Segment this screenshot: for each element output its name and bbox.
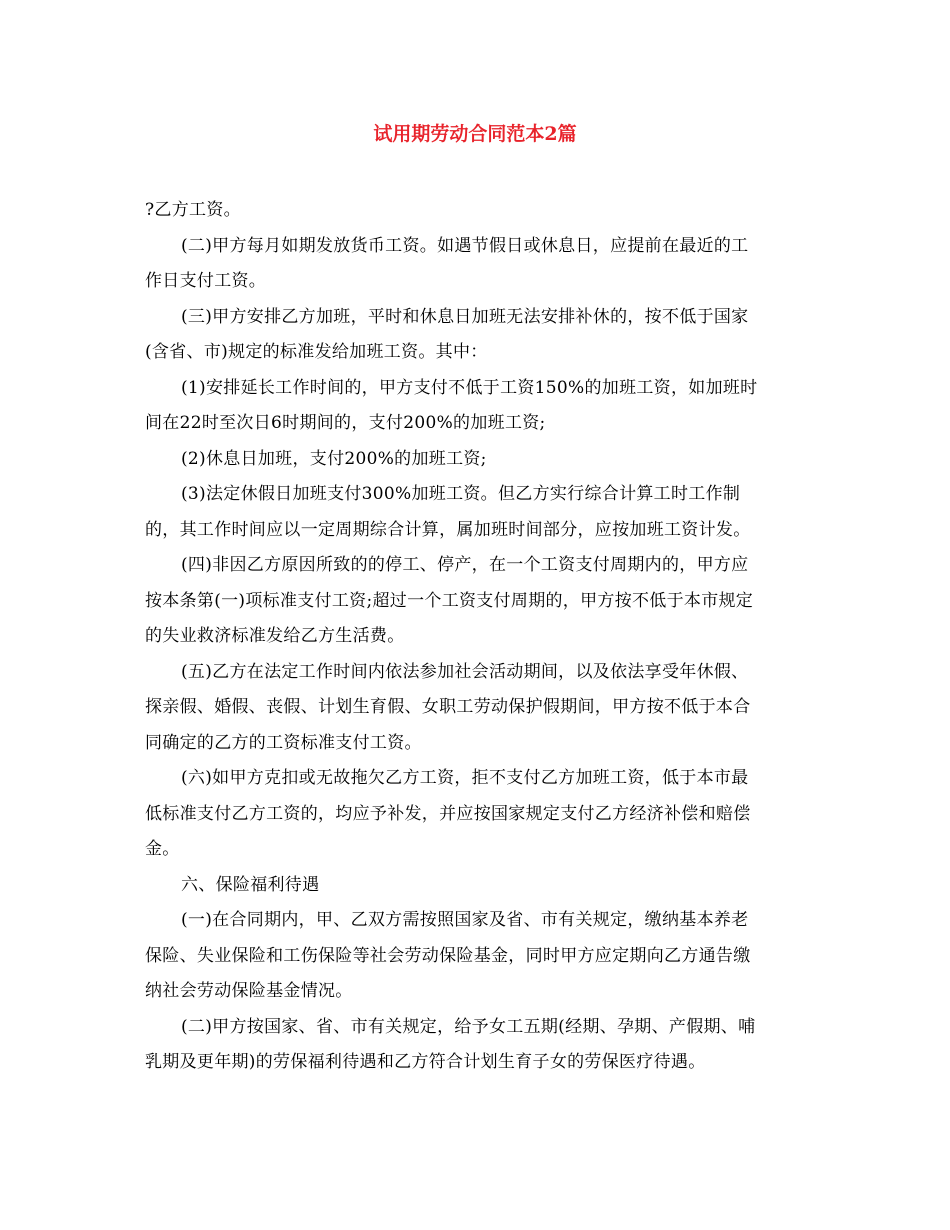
text-line: (一)在合同期内，甲、乙双方需按照国家及省、市有关规定，缴纳基本养老 [181,910,749,930]
text-line: 纳社会劳动保险基金情况。 [145,981,353,1001]
text-line: 同确定的乙方的工资标准支付工资。 [145,732,422,753]
text-line: (二)甲方按国家、省、市有关规定，给予女工五期(经期、孕期、产假期、哺 [181,1016,756,1037]
text-line: 作日支付工资。 [145,271,267,291]
text-line: 六、保险福利待遇 [181,874,320,895]
text-line: 探亲假、婚假、丧假、计划生育假、女职工劳动保护假期间，甲方按不低于本合 [145,697,751,717]
text-line: 乳期及更年期)的劳保福利待遇和乙方符合计划生育子女的劳保医疗待遇。 [145,1052,706,1072]
text-line: (3)法定休假日加班支付300%加班工资。但乙方实行综合计算工时工作制 [181,484,741,504]
text-line: 保险、失业保险和工伤保险等社会劳动保险基金，同时甲方应定期向乙方通告缴 [145,945,751,966]
text-line: (三)甲方安排乙方加班，平时和休息日加班无法安排补休的，按不低于国家 [181,306,749,327]
text-line: (含省、市)规定的标准发给加班工资。其中： [145,342,488,362]
text-line: (2)休息日加班，支付200%的加班工资; [181,448,487,469]
text-line: ?乙方工资。 [145,200,241,220]
document-body [145,193,810,1081]
text-line: 金。 [145,839,180,859]
text-line: 间在22时至次日6时期间的，支付200%的加班工资; [145,413,546,433]
text-line: (四)非因乙方原因所致的的停工、停产，在一个工资支付周期内的，甲方应 [181,555,749,575]
document-title: 试用期劳动合同范本2篇 [373,123,577,145]
text-line: 的，其工作时间应以一定周期综合计算，属加班时间部分，应按加班工资计发。 [145,519,751,540]
text-line: (五)乙方在法定工作时间内依法参加社会活动期间，以及依法享受年休假、 [181,661,749,682]
text-line: (1)安排延长工作时间的，甲方支付不低于工资150%的加班工资，如加班时 [181,377,758,398]
text-line: (二)甲方每月如期发放货币工资。如遇节假日或休息日，应提前在最近的工 [181,235,749,256]
text-line: 低标准支付乙方工资的，均应予补发，并应按国家规定支付乙方经济补偿和赔偿 [145,803,751,824]
text-line: 的失业救济标准发给乙方生活费。 [145,626,405,646]
text-line: 按本条第(一)项标准支付工资;超过一个工资支付周期的，甲方按不低于本市规定 [145,590,754,611]
text-line: (六)如甲方克扣或无故拖欠乙方工资，拒不支付乙方加班工资，低于本市最 [181,768,749,788]
